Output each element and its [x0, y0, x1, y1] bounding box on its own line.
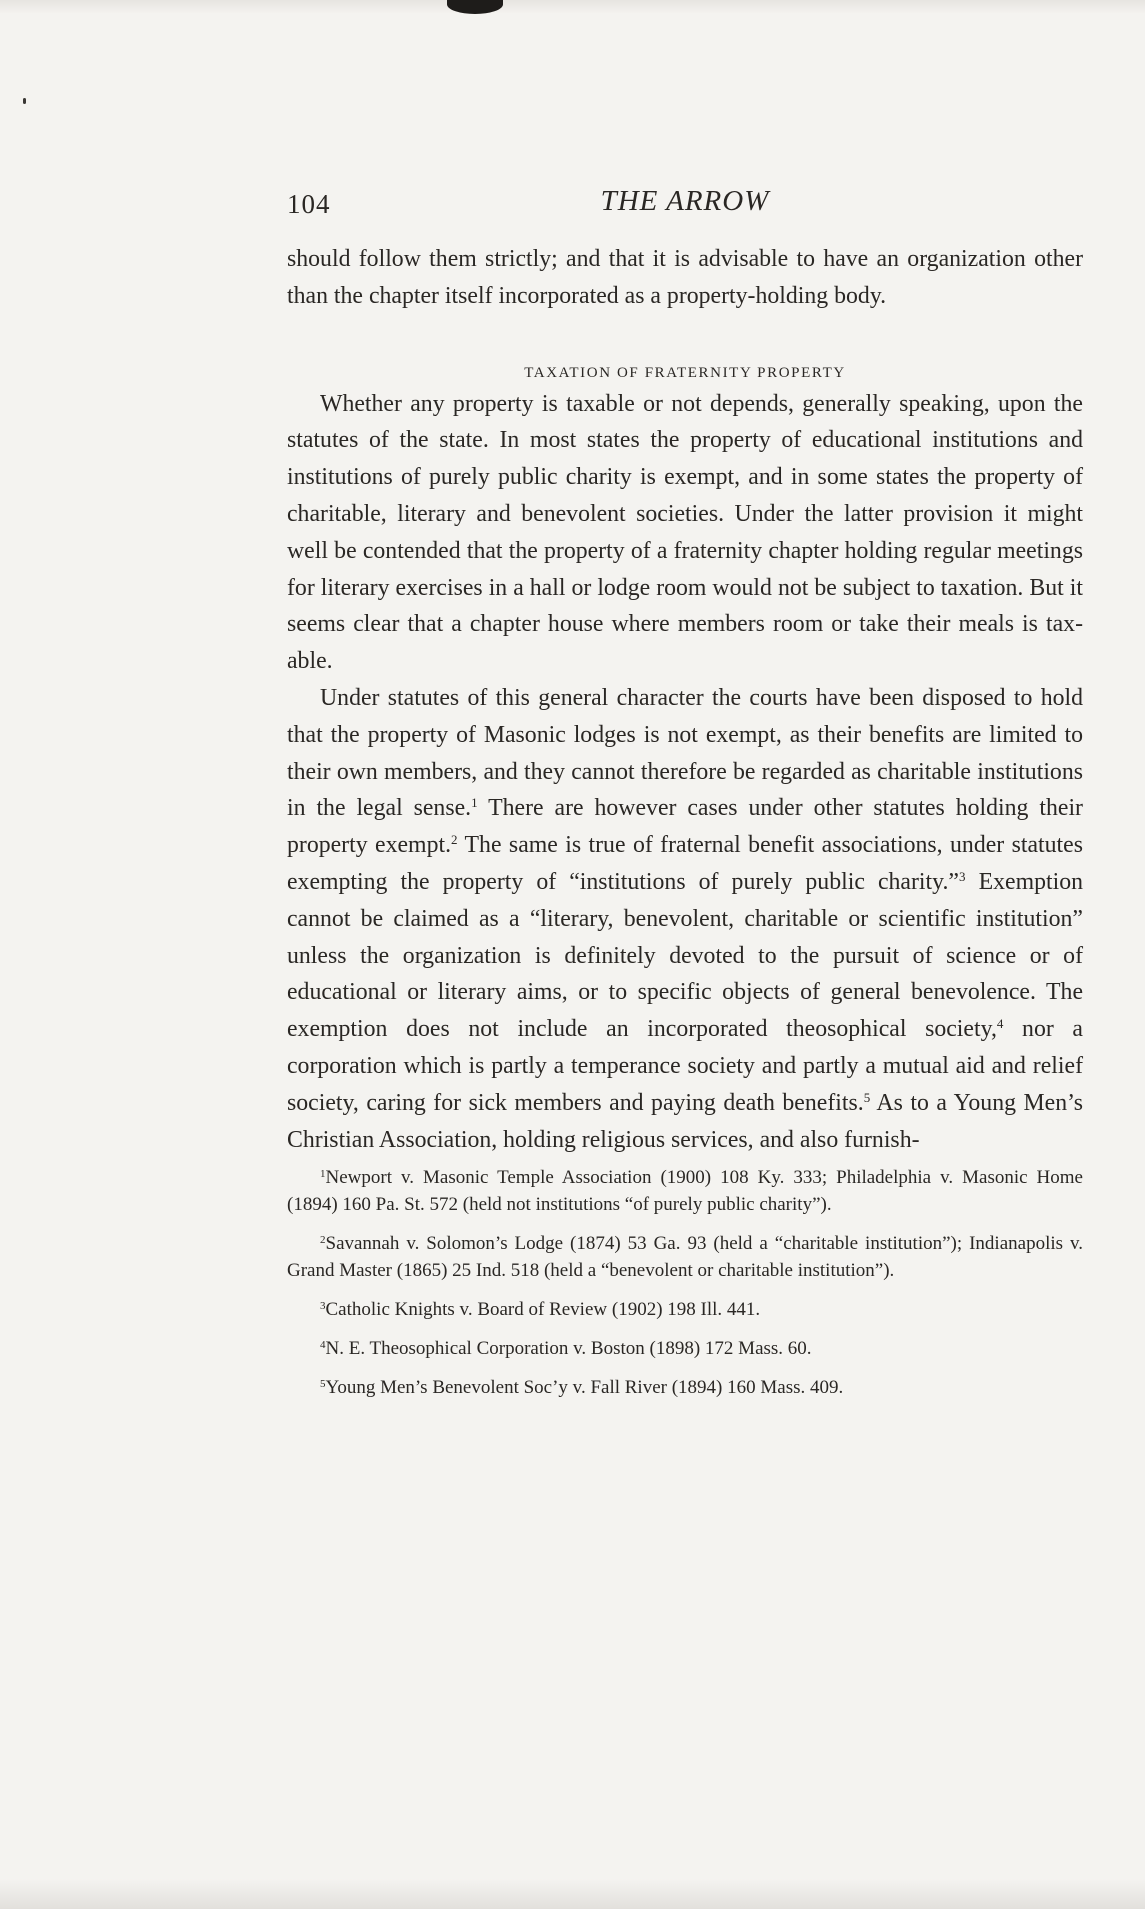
footnote-2	[287, 1230, 1083, 1284]
footnote-text: Newport v. Masonic Temple Association (1900) 108 Ky. 333; Philadelphia v. Masonic Home (1894) 160 Pa. St. 572 (held not institutions “of purely public charity”).	[287, 1167, 1083, 1216]
continued-paragraph: should follow them strictly; and that it is advisable to have an organization other than the chapter itself incorporated as a property-holding body.	[287, 246, 1083, 309]
footnote-text: Savannah v. Solomon’s Lodge (1874) 53 Ga. 93 (held a “charitable institution”); Indianapolis v. Grand Master (1865) 25 Ind. 518 (held a “benevolent or charitable institution”).	[287, 1233, 1083, 1282]
sentence: The same is true of fraternal benefit associations, under statutes exempting the property of “institutions of purely public charity.”	[287, 832, 1083, 895]
paragraph-taxability: Whether any property is taxable or not depends, generally speaking, upon the statutes of the state. In most states the property of educational institutions and institutions of purely public charity is exempt, and in some states the property of charitable, literary and benevolent societies. Under the latter provision it might well be contended that the property of a fraternity chapter holding regular meetings for literary exercises in a hall or lodge room would not be subject to taxation. But it seems clear that a chapter house where members room or take their meals is taxable.	[287, 390, 1083, 675]
sentence: There are however cases under other statutes holding their property exempt.	[287, 795, 1083, 859]
book-page	[287, 185, 1083, 1413]
body-text	[287, 241, 1083, 1158]
footnote-text: N. E. Theosophical Corporation v. Boston (1898) 172 Mass. 60.	[325, 1338, 812, 1360]
footnote-4	[287, 1335, 1083, 1362]
section-heading: TAXATION OF FRATERNITY PROPERTY	[524, 364, 846, 381]
footnote-text: Young Men’s Benevolent Soc’y v. Fall River (1894) 160 Mass. 409.	[325, 1377, 844, 1399]
footnote-marker: 4	[320, 1339, 326, 1352]
footnote-marker: 2	[320, 1234, 326, 1247]
paragraph-court-holdings	[287, 680, 1083, 1158]
sentence: Under statutes of this general character the courts have been disposed to hold that the property of Masonic lodges is not exempt, as their benefits are limited to their own members, and they cannot therefore be regarded as charitable institutions in the legal sense.	[287, 684, 1083, 822]
footnote-ref[interactable]: 1	[471, 795, 478, 811]
sentence: nor a corporation which is partly a temperance society and partly a mutual aid and relief society, caring for sick members and paying death benefits.	[287, 1016, 1083, 1116]
page-number: 104	[287, 189, 331, 219]
scan-edge-bottom	[0, 1879, 1145, 1909]
footnote-marker: 1	[320, 1168, 326, 1181]
footnote-ref[interactable]: 3	[959, 868, 966, 884]
sentence: Exemption cannot be claimed as a “literary, benevolent, charitable or scientific institution” unless the organization is definitely devoted to the pursuit of science or of educational or literary aims, or to specific objects of general benevolence. The exemption does not include an incorporated theosophical society,	[287, 868, 1083, 1043]
footnote-ref[interactable]: 4	[996, 1016, 1004, 1032]
footnote-marker: 3	[320, 1300, 326, 1313]
footnote-ref[interactable]: 5	[863, 1089, 871, 1105]
sentence: As to a Young Men’s Christian Association, holding religious services, and also furnish-	[287, 1089, 1083, 1153]
journal-title: THE ARROW	[600, 185, 770, 217]
footnote-ref[interactable]: 2	[451, 832, 458, 848]
running-head	[287, 185, 1083, 225]
footnote-1	[287, 1164, 1083, 1218]
footnote-5	[287, 1374, 1083, 1401]
footnote-marker: 5	[320, 1378, 326, 1391]
scan-edge-top	[0, 0, 1145, 14]
footnotes	[287, 1164, 1083, 1401]
footnote-text: Catholic Knights v. Board of Review (1902) 198 Ill. 441.	[325, 1299, 761, 1321]
ink-speck	[23, 98, 26, 104]
footnote-3	[287, 1296, 1083, 1323]
